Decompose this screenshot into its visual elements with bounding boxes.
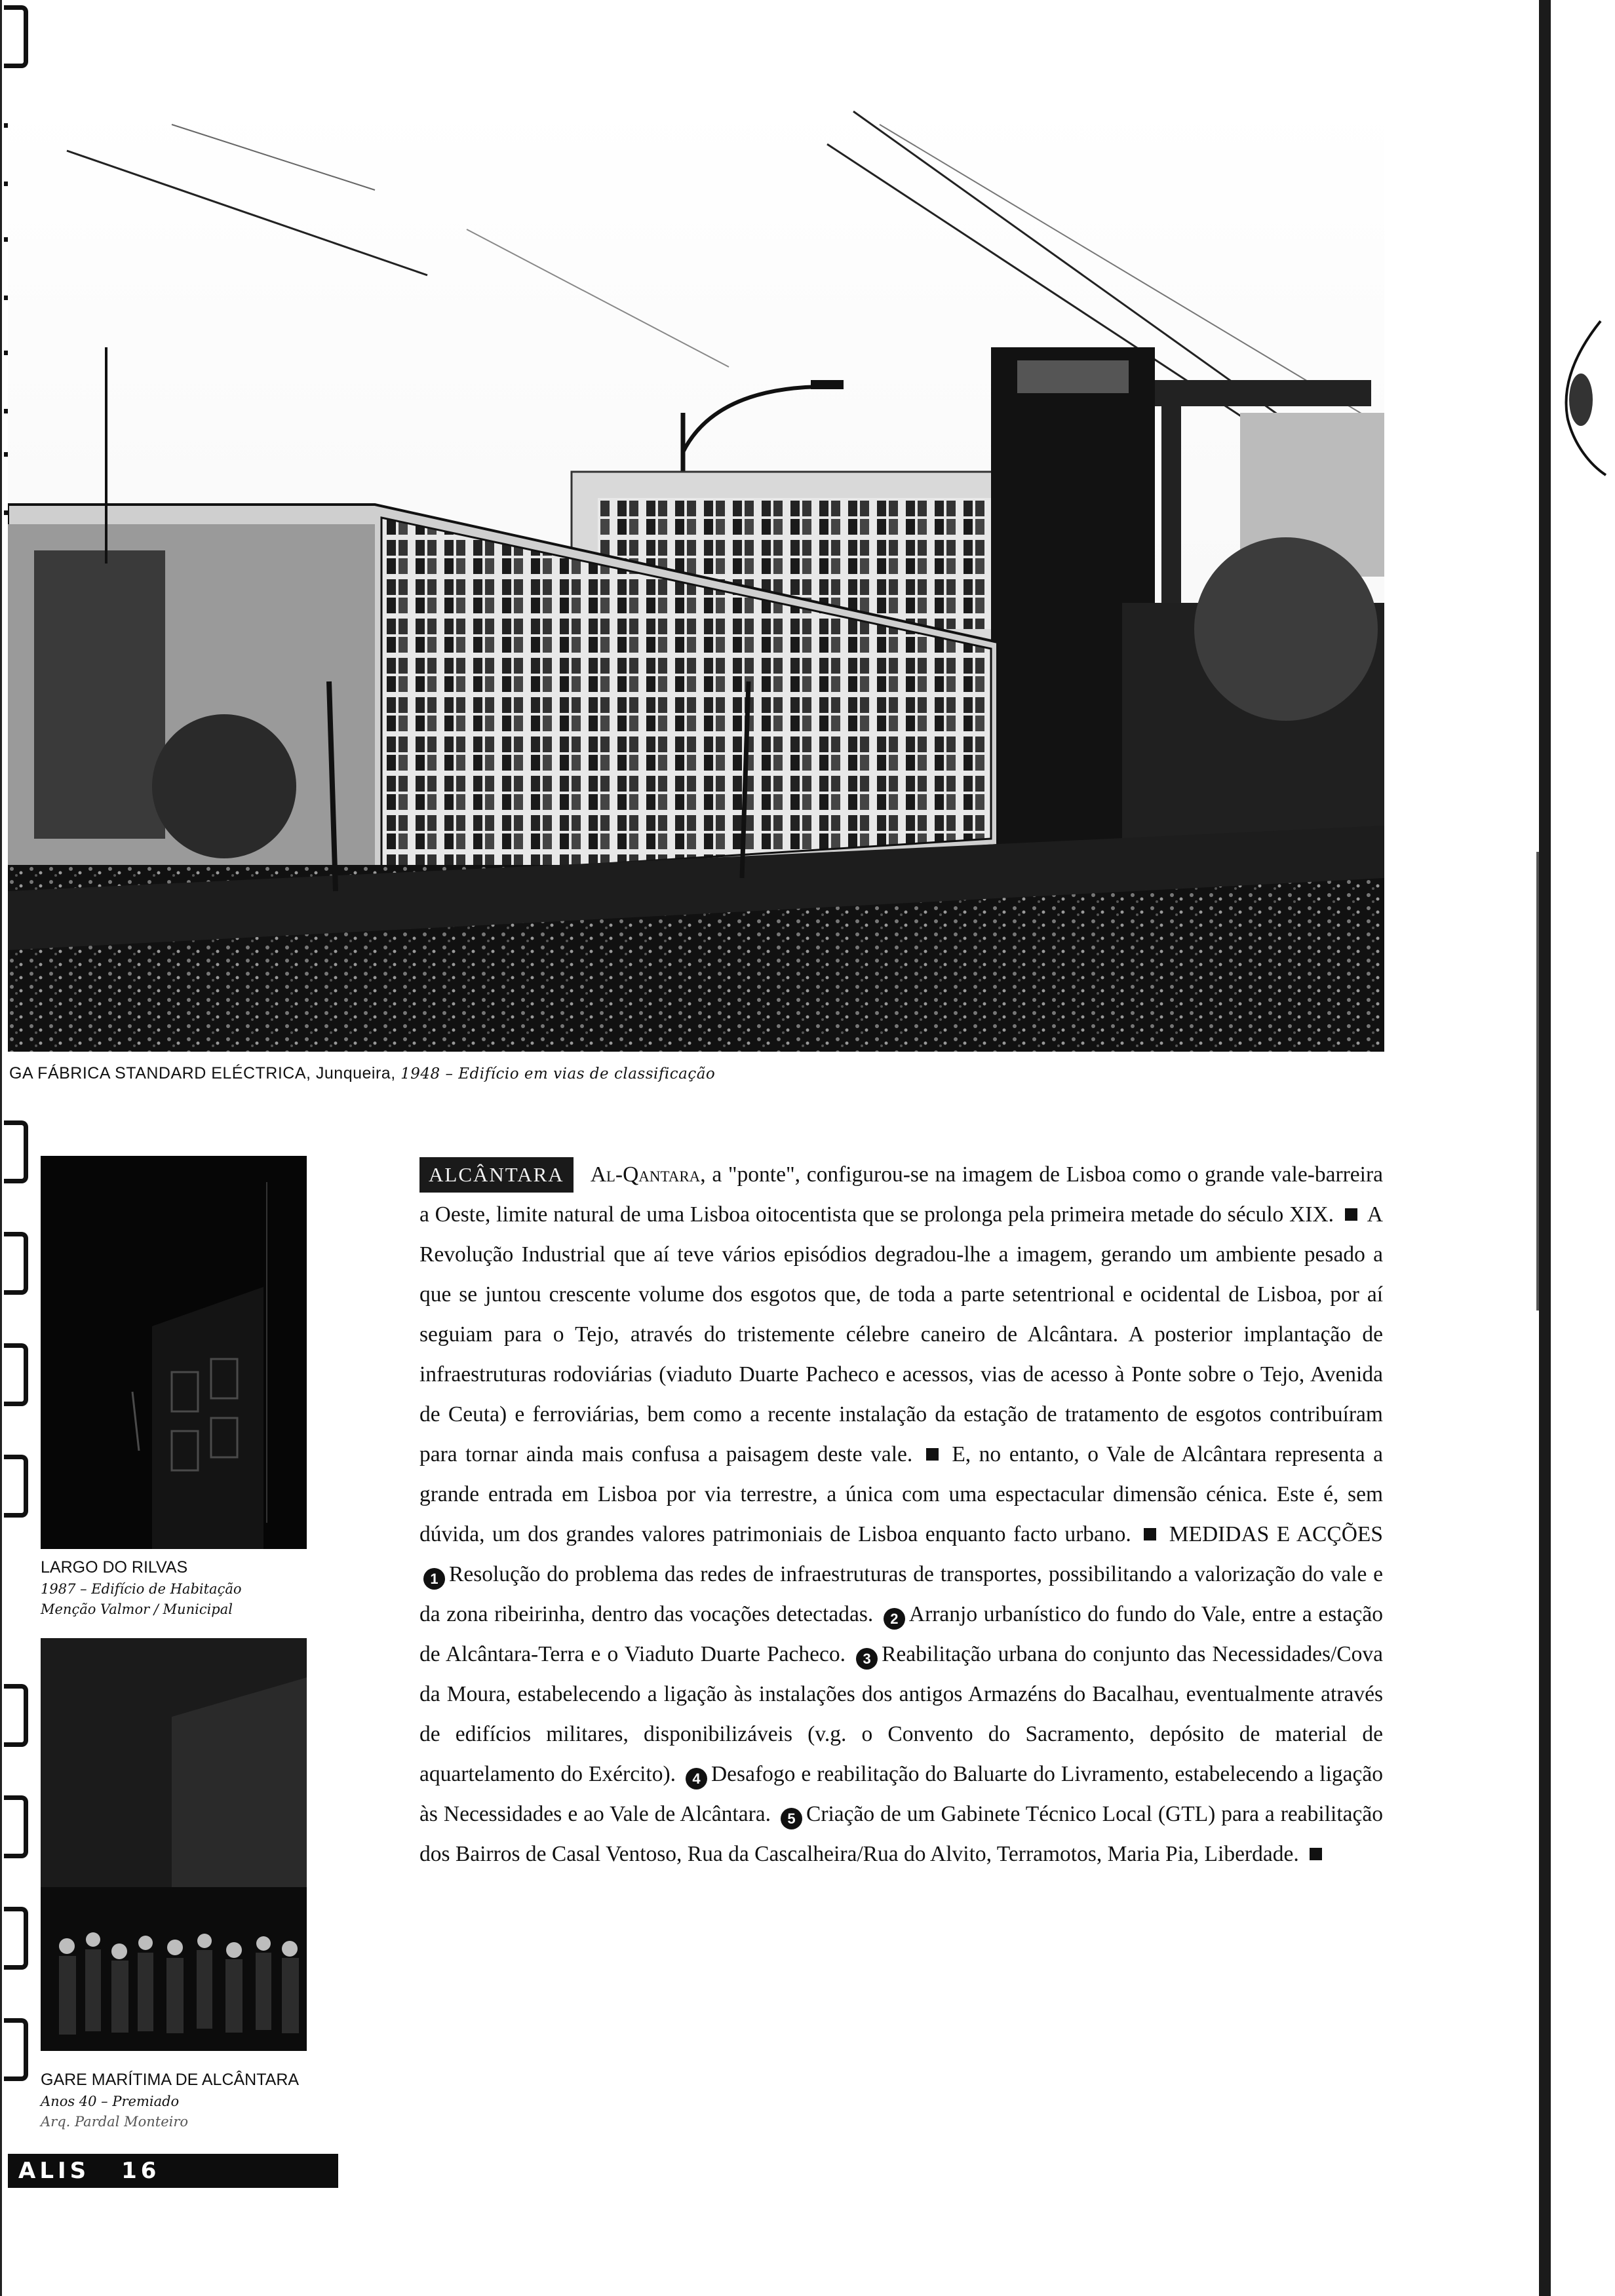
lead-text: , a "ponte", configurou-se na imagem de Lisboa como o grande vale-barreira a Oeste, limite natural de uma Lisboa oitocentista que se prolonga pela primeira metade do século XIX. [419,1162,1383,1227]
binder-ring [4,1907,28,1970]
binder-ring [4,1455,28,1518]
binder-ring [4,1120,28,1183]
binder-ring [4,1232,28,1295]
gare-caption-line2: Arq. Pardal Monteiro [41,2114,189,2130]
rilvas-photo [41,1156,307,1549]
rilvas-caption-line1: 1987 – Edifício de Habitação [41,1581,242,1597]
scan-edge-highlight [1536,852,1539,1311]
end-square-icon [1310,1848,1322,1860]
entrance-text: E, no entanto, o Vale de Alcântara representa a grande entrada em Lisboa por via terrestre, a única com uma espectacular dimensão cénica. Este é, sem dúvida, um dos grandes valores patrimoniais de Lisboa enquanto facto urbano. [419,1442,1383,1546]
industrial-text: A Revolução Industrial que aí teve vários episódios degradou-lhe a imagem, gerando um ambiente pesado a que se juntou crescente volume dos esgotos que, de toda a parte setentrional e ocidental de Lisboa, por aí seguiam para o Tejo, através do tristemente célebre caneiro de Alcântara. A posterior implantação de infraestruturas rodoviárias (viaduto Duarte Pacheco e acessos, vias de acesso à Ponte sobre o Tejo, Avenida de Ceuta) e ferroviárias, bem como a recente instalação da estação de tratamento de esgotos contribuíram para tornar ainda mais confusa a paisagem deste vale. [419,1202,1383,1466]
section-tag: ALCÂNTARA [419,1157,574,1193]
paragraph-square-icon [926,1448,939,1461]
number-1-icon: 1 [423,1568,445,1590]
caption-subtitle: 1948 – Edifício em vias de classificação [400,1065,716,1082]
adjacent-page-fragment-icon [1555,315,1607,478]
binder-ring [4,5,28,68]
measure-3-text: Reabilitação urbana do conjunto das Necessidades/Cova da Moura, estabelecendo a ligação às instalações dos antigos Armazéns do Bacalhau, eventualmente através de edifícios militares, disponibilizáveis (v.g. o Convento do Sacramento, depósito de material de aquartelamento do Exército). [419,1642,1383,1786]
rilvas-caption-title: LARGO DO RILVAS [41,1558,188,1577]
number-2-icon: 2 [884,1608,905,1630]
main-photo-caption [9,1064,1058,1090]
lead-name: Al-Qantara [590,1162,701,1187]
page-left-edge [0,0,2,2296]
article-body [419,1155,1383,1874]
gare-caption-title: GARE MARÍTIMA DE ALCÂNTARA [41,2071,300,2089]
page-number: 16 [121,2158,161,2184]
binder-ring [4,1795,28,1858]
footer-bar [8,2154,338,2188]
measure-5-text: Criação de um Gabinete Técnico Local (GTL) para a reabilitação dos Bairros de Casal Ventoso, Rua da Cascalheira/Rua do Alvito, Terramotos, Maria Pia, Liberdade. [419,1802,1383,1866]
binder-ring [4,2018,28,2081]
gare-maritima-photo [41,1638,307,2051]
paragraph-square-icon [1144,1528,1156,1540]
binder-ring [4,1684,28,1747]
number-4-icon: 4 [686,1768,707,1789]
magazine-name: ALIS [18,2158,90,2184]
caption-title: GA FÁBRICA STANDARD ELÉCTRICA, Junqueira, [9,1064,396,1082]
binder-ring [4,1343,28,1406]
scan-edge-band [1539,0,1551,2296]
rilvas-caption-line2: Menção Valmor / Municipal [41,1601,233,1617]
measure-1-text: Resolução do problema das redes de infraestruturas de transportes, possibilitando a valorização do vale e da zona ribeirinha, dentro das vocações detectadas. [419,1562,1383,1626]
number-3-icon: 3 [856,1648,878,1670]
gare-caption-line1: Anos 40 – Premiado [41,2094,180,2109]
measure-2-text: Arranjo urbanístico do fundo do Vale, entre a estação de Alcântara-Terra e o Viaduto Duarte Pacheco. [419,1602,1384,1666]
number-5-icon: 5 [781,1808,802,1829]
measure-4-text: Desafogo e reabilitação do Baluarte do Livramento, estabelecendo a ligação às Necessidades e ao Vale de Alcântara. [419,1762,1384,1826]
factory-photo [8,105,1384,1052]
measures-heading: MEDIDAS E ACÇÕES [1169,1522,1384,1546]
paragraph-square-icon [1345,1208,1357,1221]
